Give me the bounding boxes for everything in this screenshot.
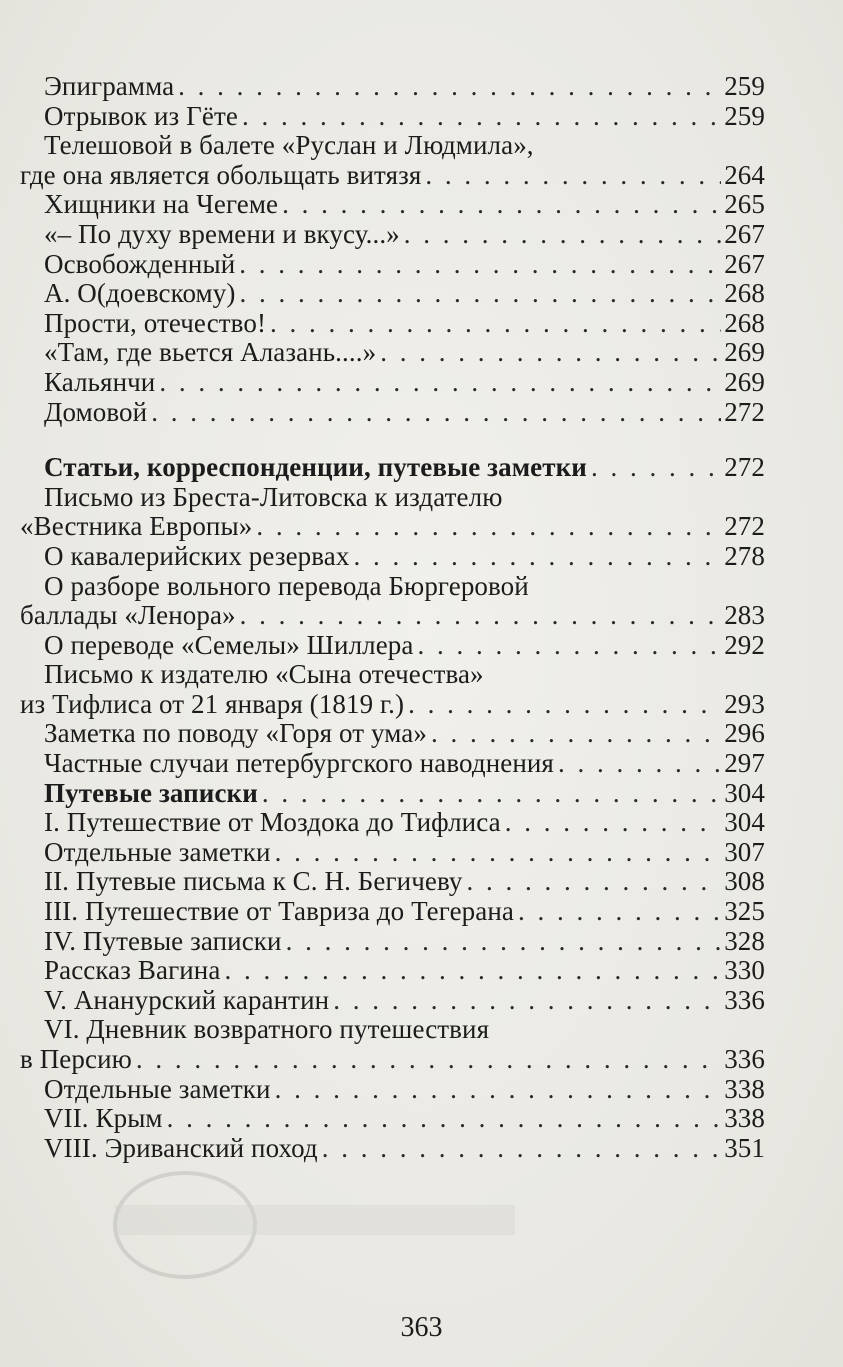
leader-dots xyxy=(270,309,721,339)
leader-dots xyxy=(380,338,721,368)
toc-entry-title: Частные случаи петербургского наводнения xyxy=(44,748,554,779)
toc-entry[interactable] xyxy=(20,986,765,1016)
toc-entry-title: А. О(доевскому) xyxy=(44,278,236,309)
toc-entry-page: 336 xyxy=(724,984,765,1015)
toc-entry-page: 307 xyxy=(724,836,765,867)
toc-entry-title: I. Путешествие от Моздока до Тифлиса xyxy=(44,807,501,838)
toc-entry-page: 272 xyxy=(724,396,765,427)
leader-dots xyxy=(591,453,721,483)
toc-entry-page: 297 xyxy=(724,748,765,779)
toc-entry-page: 328 xyxy=(724,925,765,956)
toc-entry-page: 304 xyxy=(724,777,765,808)
toc-entry-page: 278 xyxy=(724,540,765,571)
toc-entry[interactable] xyxy=(20,338,765,368)
toc-entry-page: 336 xyxy=(724,1044,765,1074)
toc-entry-title: из Тифлиса от 21 января (1819 г.) xyxy=(20,688,405,719)
toc-entry-title: Заметка по поводу «Горя от ума» xyxy=(44,718,427,749)
toc-entry-title: Отрывок из Гёте xyxy=(44,100,238,131)
toc-entry-first-line[interactable] xyxy=(20,1015,765,1045)
leader-dots xyxy=(167,1104,722,1134)
leader-dots xyxy=(322,1134,721,1164)
leader-dots xyxy=(286,927,722,957)
toc-entry[interactable] xyxy=(20,719,765,749)
toc-entry-title: Рассказ Вагина xyxy=(44,955,221,986)
leader-dots xyxy=(425,161,721,191)
leader-dots xyxy=(262,779,721,809)
toc-entry-page: 293 xyxy=(724,688,765,719)
toc-entry-page: 308 xyxy=(724,866,765,897)
toc-entry-title: IV. Путевые записки xyxy=(44,925,282,956)
faded-stamp-mark xyxy=(105,1165,525,1285)
toc-entry-title: V. Ананурский карантин xyxy=(44,984,330,1015)
toc-entry-continuation[interactable] xyxy=(20,161,765,191)
toc-entry[interactable] xyxy=(20,927,765,957)
toc-entry-continuation[interactable] xyxy=(20,512,765,542)
toc-entry-title: Кальянчи xyxy=(44,366,156,397)
toc-entry-title: Телешовой в балете «Руслан и Людмила», xyxy=(44,130,534,161)
leader-dots xyxy=(333,986,721,1016)
toc-entry-page: 264 xyxy=(724,159,765,190)
toc-entry[interactable] xyxy=(20,250,765,280)
toc-entry-title: III. Путешествие от Тавриза до Тегерана xyxy=(44,896,514,927)
toc-entry-page: 267 xyxy=(724,218,765,249)
toc-entry-page: 269 xyxy=(724,337,765,368)
leader-dots xyxy=(353,542,721,572)
toc-entry-page: 265 xyxy=(724,189,765,220)
toc-entry[interactable] xyxy=(20,1134,765,1164)
toc-entry-title: О кавалерийских резервах xyxy=(44,540,350,571)
toc-entry[interactable] xyxy=(20,808,765,838)
toc-entry-first-line[interactable] xyxy=(20,660,765,690)
toc-entry-title: VI. Дневник возвратного путешествия xyxy=(44,1014,490,1045)
toc-entry[interactable] xyxy=(20,956,765,986)
toc-entry-first-line[interactable] xyxy=(20,483,765,513)
toc-entry-page: 296 xyxy=(724,718,765,749)
page-number: 363 xyxy=(400,1312,443,1343)
toc-entry[interactable] xyxy=(20,1075,765,1105)
toc-entry-page: 268 xyxy=(724,278,765,309)
toc-entry-page: 325 xyxy=(724,896,765,927)
toc-entry-page: 283 xyxy=(724,600,765,631)
toc-entry-title: баллады «Ленора» xyxy=(20,600,236,631)
leader-dots xyxy=(256,512,721,542)
toc-entry[interactable] xyxy=(20,542,765,572)
toc-entry-continuation[interactable] xyxy=(20,690,765,720)
toc-entry-title: Домовой xyxy=(44,396,148,427)
toc-entry-continuation[interactable] xyxy=(20,1045,765,1075)
leader-dots xyxy=(178,72,721,102)
leader-dots xyxy=(275,1075,722,1105)
leader-dots xyxy=(242,102,721,132)
leader-dots xyxy=(240,601,722,631)
toc-entry-page: 259 xyxy=(724,71,765,101)
toc-entry-title: VII. Крым xyxy=(44,1103,163,1134)
section-gap xyxy=(20,427,765,453)
toc-entry-page: 292 xyxy=(724,629,765,660)
toc-entry-title: VIII. Эриванский поход xyxy=(44,1132,318,1163)
toc-entry[interactable] xyxy=(20,279,765,309)
toc-entry[interactable] xyxy=(20,190,765,220)
toc-entry[interactable] xyxy=(20,631,765,661)
toc-entry-title: II. Путевые письма к С. Н. Бегичеву xyxy=(44,866,463,897)
toc-entry-page: 267 xyxy=(724,248,765,279)
toc-entry-first-line[interactable] xyxy=(20,131,765,161)
toc-entry[interactable] xyxy=(20,398,765,428)
toc-entry[interactable] xyxy=(20,1104,765,1134)
leader-dots xyxy=(282,190,721,220)
leader-dots xyxy=(136,1045,721,1075)
toc-entry[interactable] xyxy=(20,368,765,398)
leader-dots xyxy=(408,690,721,720)
toc-entry-title: Освобожденный xyxy=(44,248,236,279)
toc-entry-title: О разборе вольного перевода Бюргеровой xyxy=(44,570,529,601)
leader-dots xyxy=(417,631,721,661)
toc-entry-title: «Там, где вьется Алазань....» xyxy=(44,337,377,368)
toc-entry[interactable] xyxy=(20,749,765,779)
toc-subsection-heading[interactable] xyxy=(20,779,765,809)
leader-dots xyxy=(467,867,722,897)
toc-entry-title: «– По духу времени и вкусу...» xyxy=(44,218,400,249)
toc-entry-page: 338 xyxy=(724,1103,765,1134)
toc-entry-title: Отдельные заметки xyxy=(44,836,271,867)
leader-dots xyxy=(404,220,721,250)
toc-entry-page: 272 xyxy=(724,511,765,542)
toc-entry-title: Прости, отечество! xyxy=(44,307,267,338)
leader-dots xyxy=(275,838,722,868)
toc-entry-first-line[interactable] xyxy=(20,572,765,602)
toc-entry[interactable] xyxy=(20,220,765,250)
toc-entry-page: 268 xyxy=(724,307,765,338)
toc-entry[interactable] xyxy=(20,102,765,132)
toc-entry-title: Путевые записки xyxy=(44,777,258,808)
leader-dots xyxy=(151,398,721,428)
leader-dots xyxy=(505,808,721,838)
toc-entry[interactable] xyxy=(20,72,765,102)
toc-entry-page: 351 xyxy=(724,1132,765,1163)
toc-entry-title: Статьи, корреспонденции, путевые заметки xyxy=(44,452,587,483)
toc-entry-page: 269 xyxy=(724,366,765,397)
toc-entry-title: Хищники на Чегеме xyxy=(44,189,279,220)
toc-entry-continuation[interactable] xyxy=(20,601,765,631)
toc-entry[interactable] xyxy=(20,897,765,927)
toc-section-heading[interactable] xyxy=(20,453,765,483)
table-of-contents xyxy=(20,72,765,1163)
toc-entry[interactable] xyxy=(20,867,765,897)
toc-entry-title: «Вестника Европы» xyxy=(20,511,253,542)
toc-entry-title: О переводе «Семелы» Шиллера xyxy=(44,629,414,660)
toc-entry[interactable] xyxy=(20,838,765,868)
toc-entry-title: Эпиграмма xyxy=(44,71,175,101)
leader-dots xyxy=(431,719,721,749)
toc-entry-title: в Персию xyxy=(20,1044,132,1074)
toc-entry-page: 259 xyxy=(724,100,765,131)
leader-dots xyxy=(224,956,721,986)
toc-entry-page: 330 xyxy=(724,955,765,986)
leader-dots xyxy=(558,749,721,779)
leader-dots xyxy=(159,368,721,398)
leader-dots xyxy=(239,279,721,309)
toc-entry[interactable] xyxy=(20,309,765,339)
toc-entry-title: Письмо из Бреста-Литовска к издателю xyxy=(44,481,503,512)
toc-entry-title: Письмо к издателю «Сына отечества» xyxy=(44,659,484,690)
leader-dots xyxy=(518,897,721,927)
toc-entry-page: 304 xyxy=(724,807,765,838)
toc-entry-page: 272 xyxy=(724,452,765,483)
leader-dots xyxy=(239,250,721,280)
toc-entry-page: 338 xyxy=(724,1073,765,1104)
toc-entry-title: где она является обольщать витязя xyxy=(20,159,422,190)
toc-entry-title: Отдельные заметки xyxy=(44,1073,271,1104)
